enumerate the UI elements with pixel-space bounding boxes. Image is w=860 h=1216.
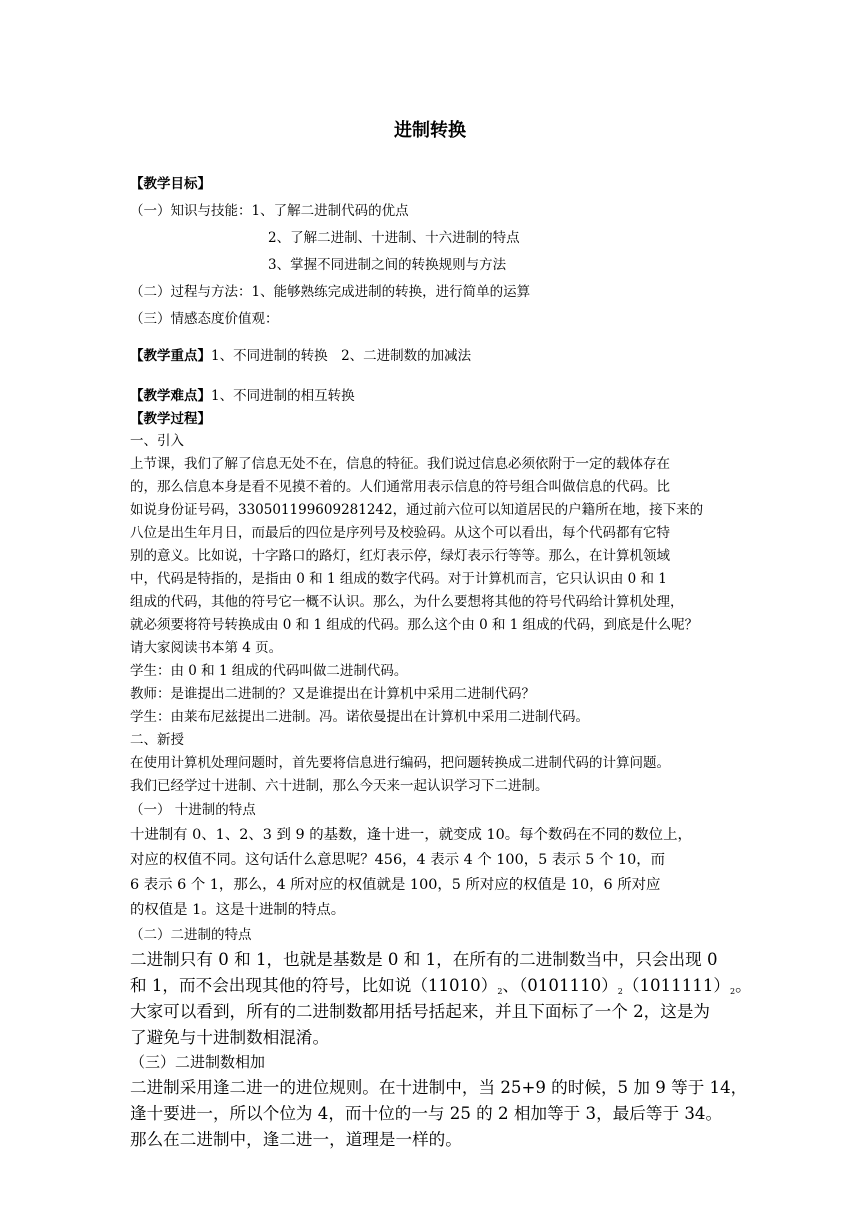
difficulties-heading: 【教学难点】 bbox=[130, 388, 211, 404]
objective-line: （三）情感态度价值观： bbox=[130, 311, 279, 327]
paragraph-line: 我们已经学过十进制、六十进制，那么今天来一起认识学习下二进制。 bbox=[130, 778, 549, 794]
paragraph-line: 八位是出生年月日，而最后的四位是序列号及校验码。从这个可以看出，每个代码都有它特 bbox=[130, 525, 670, 541]
paragraph-line: 在使用计算机处理问题时，首先要将信息进行编码，把问题转换成二进制代码的计算问题。 bbox=[130, 755, 670, 771]
paragraph-line: 请大家阅读书本第 4 页。 bbox=[130, 640, 283, 656]
paragraph-line: 二进制只有 0 和 1，也就是基数是 0 和 1，在所有的二进制数当中，只会出现 0 bbox=[130, 950, 718, 969]
difficulties-text: 1、不同进制的相互转换 bbox=[211, 388, 355, 404]
paragraph-line: 如说身份证号码，330501199609281242，通过前六位可以知道居民的户籍所在地，接下来的 bbox=[130, 502, 704, 518]
text-run: 和 1，而不会出现其他的符号，比如说（11010） bbox=[130, 976, 498, 995]
paragraph-line: 了避免与十进制数相混淆。 bbox=[130, 1028, 330, 1047]
text-run: （1011111） bbox=[622, 976, 730, 995]
paragraph-line: 别的意义。比如说，十字路口的路灯，红灯表示停，绿灯表示行等等。那么，在计算机领域 bbox=[130, 548, 670, 564]
decimal-heading: （一） 十进制的特点 bbox=[130, 802, 256, 818]
paragraph-line: 上节课，我们了解了信息无处不在，信息的特征。我们说过信息必须依附于一定的载体存在 bbox=[130, 456, 670, 472]
paragraph-line: 中，代码是特指的，是指由 0 和 1 组成的数字代码。对于计算机而言，它只认识由 0 和 1 bbox=[130, 571, 667, 587]
objective-line: 3、掌握不同进制之间的转换规则与方法 bbox=[268, 257, 507, 273]
key-points-text: 1、不同进制的转换 2、二进制数的加减法 bbox=[211, 348, 472, 364]
paragraph-line: 6 表示 6 个 1，那么，4 所对应的权值就是 100，5 所对应的权值是 10，6 所对应 bbox=[130, 877, 661, 893]
difficulties bbox=[130, 390, 355, 404]
text-run: 、（0101110） bbox=[502, 976, 618, 995]
objective-line: （二）过程与方法：1、能够熟练完成进制的转换，进行简单的运算 bbox=[130, 284, 531, 300]
objective-line: 2、了解二进制、十进制、十六进制的特点 bbox=[268, 230, 520, 246]
subscript: 2 bbox=[497, 987, 503, 996]
subscript: 2 bbox=[617, 987, 623, 996]
subscript: 2 bbox=[729, 987, 736, 996]
dialogue-line: 学生：由 0 和 1 组成的代码叫做二进制代码。 bbox=[130, 663, 408, 679]
paragraph-line: 二进制采用逢二进一的进位规则。在十进制中，当 25+9 的时候，5 加 9 等于 14， bbox=[130, 1078, 748, 1097]
paragraph-line: 的，那么信息本身是看不见摸不着的。人们通常用表示信息的符号组合叫做信息的代码。比 bbox=[130, 479, 670, 495]
key-points-heading: 【教学重点】 bbox=[130, 348, 211, 364]
paragraph-line: 就必须要将符号转换成由 0 和 1 组成的代码。那么这个由 0 和 1 组成的代码，到底是什么呢？ bbox=[130, 617, 699, 633]
dialogue-line: 学生：由莱布尼兹提出二进制。冯。诺依曼提出在计算机中采用二进制代码。 bbox=[130, 709, 589, 725]
process-heading: 【教学过程】 bbox=[130, 411, 211, 427]
paragraph-line: 的权值是 1。这是十进制的特点。 bbox=[130, 902, 346, 918]
paragraph-line: 大家可以看到，所有的二进制数都用括号括起来，并且下面标了一个 2，这是为 bbox=[130, 1002, 711, 1021]
dialogue-line: 教师：是谁提出二进制的？又是谁提出在计算机中采用二进制代码？ bbox=[130, 686, 535, 702]
paragraph-line: 对应的权值不同。这句话什么意思呢？456，4 表示 4 个 100，5 表示 5 个 10，而 bbox=[130, 852, 666, 868]
objectives-heading: 【教学目标】 bbox=[130, 176, 211, 192]
paragraph-line: 十进制有 0、1、2、3 到 9 的基数，逢十进一，就变成 10。每个数码在不同的数位上， bbox=[130, 827, 692, 843]
document-title: 进制转换 bbox=[394, 120, 466, 141]
paragraph-line: 逢十要进一，所以个位为 4，而十位的一与 25 的 2 相加等于 3，最后等于 34。 bbox=[130, 1104, 723, 1123]
new-lesson-heading: 二、新授 bbox=[130, 732, 184, 748]
key-points bbox=[130, 350, 471, 364]
addition-heading: （三）二进制数相加 bbox=[130, 1053, 266, 1071]
paragraph-line bbox=[130, 978, 752, 996]
binary-heading: （二）二进制的特点 bbox=[130, 927, 252, 943]
text-run: 。 bbox=[735, 976, 752, 995]
paragraph-line: 组成的代码，其他的符号它一概不认识。那么，为什么要想将其他的符号代码给计算机处理， bbox=[130, 594, 684, 610]
objective-line: （一）知识与技能：1、了解二进制代码的优点 bbox=[130, 203, 409, 219]
paragraph-line: 那么在二进制中，逢二进一，道理是一样的。 bbox=[130, 1130, 462, 1149]
intro-heading: 一、引入 bbox=[130, 433, 184, 449]
